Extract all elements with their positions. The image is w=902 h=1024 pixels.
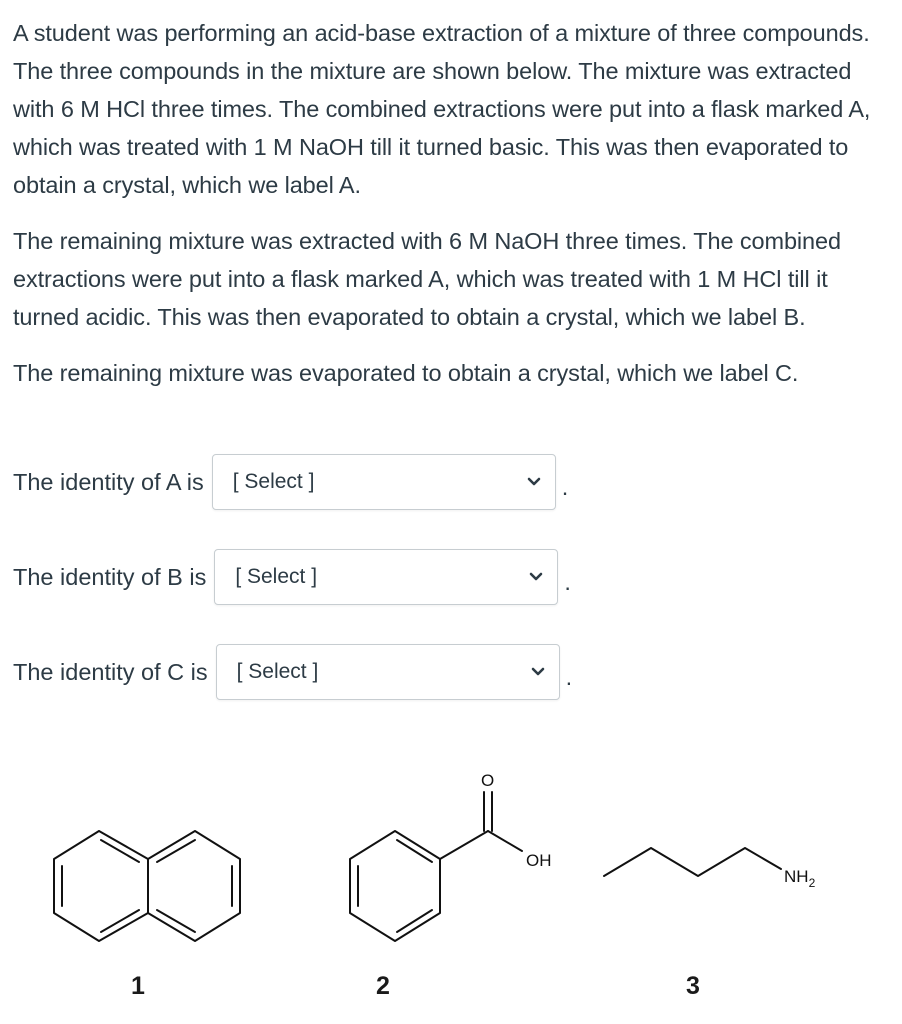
answer-row-b (13, 547, 571, 607)
answer-a-suffix: . (561, 473, 569, 500)
chevron-down-icon (529, 572, 543, 582)
answer-row-c (13, 642, 572, 702)
answer-b-select[interactable] (214, 549, 558, 605)
answer-a-selected: [ Select ] (232, 470, 315, 493)
answer-c-selected: [ Select ] (236, 660, 319, 683)
chevron-down-icon (527, 477, 541, 487)
molecule-2-label: 2 (376, 972, 390, 1000)
oxygen-atom-label: O (481, 771, 495, 790)
answer-c-suffix: . (565, 663, 573, 690)
answer-c-label: The identity of C is (13, 658, 208, 685)
molecule-structures (0, 740, 902, 960)
amine-atom-label: $NH_2$ (784, 867, 816, 890)
chevron-down-icon (531, 667, 545, 677)
question-paragraph-3: The remaining mixture was evaporated to obtain a crystal, which we label C. (13, 360, 799, 386)
answer-b-label: The identity of B is (13, 563, 207, 590)
answer-b-suffix: . (564, 568, 571, 595)
answer-c-select[interactable] (216, 644, 560, 700)
question-paragraph-1: A student was performing an acid-base extraction of a mixture of three compounds. The three compounds in the mixture are shown below. The mixture was extracted with 6 M HCl three times. The combined extractions were put into a flask marked A, which was treated with 1 M NaOH till it turned basic. This was then evaporated to obtain a crystal, which we label A. (13, 20, 871, 198)
answer-row-a (13, 452, 568, 512)
question-paragraph-2: The remaining mixture was extracted with 6 M NaOH three times. The combined extractions were put into a flask marked A, which was treated with 1 M HCl till it turned acidic. This was then evaporated to obtain a crystal, which we label B. (13, 228, 841, 330)
question-text (13, 14, 893, 410)
benzoic-acid-structure (350, 792, 522, 941)
molecule-3-label: 3 (686, 972, 700, 1000)
answer-b-selected: [ Select ] (235, 565, 318, 588)
answer-a-label: The identity of A is (13, 468, 204, 495)
molecule-1-label: 1 (131, 972, 145, 1000)
hydroxyl-atom-label: OH (526, 851, 552, 870)
answer-a-select[interactable] (212, 454, 556, 510)
naphthalene-structure (54, 831, 240, 941)
butylamine-structure (604, 848, 781, 876)
